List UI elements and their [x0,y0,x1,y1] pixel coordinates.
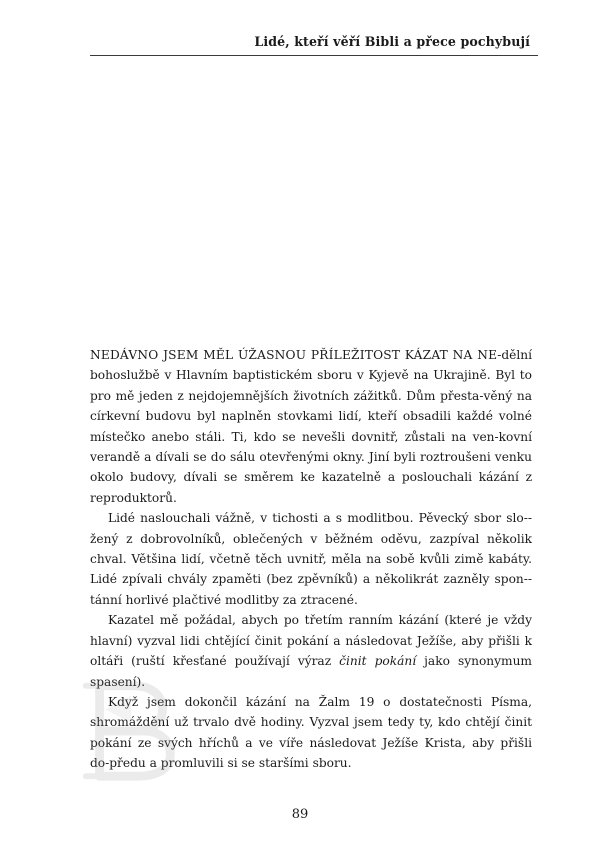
publisher-logo-b-watermark-icon [72,672,190,790]
page-number: 89 [291,807,309,822]
paragraph-1 [90,345,532,508]
paragraph-3-text-after: jako synonymum spasení). [90,654,532,689]
paragraph-2: Lidé naslouchali vážně, v tichosti a s modlitbou. Pěvecký sbor slo-žený z dobrovolníků, oblečených v běžném oděvu, zazpíval několik chval. Většina lidí, včetně těch uvnitř, měla na sobě kvůli zimě kabáty. Lidé zpívali chvály zpaměti (bez zpěvníků) a několikrát zazněly spon-tánní horlivé plačtivé modlitby za ztracené. [90,511,532,607]
paragraph-3-italic-term: činit pokání [339,654,417,669]
header-rule [90,55,538,56]
running-header-title: Lidé, kteří věří Bibli a přece pochybují [254,34,530,49]
paragraph-3-text-before: Kazatel mě požádal, abych po třetím ranním kázání (které je vždy hlavní) vyzval lidi chtějící činit pokání a následovat Ježíše, aby přišli k oltáři (ruští křesťané používají výraz [90,613,532,669]
paragraph-4: Když jsem dokončil kázání na Žalm 19 o dostatečnosti Písma, shromáždění už trvalo dvě hodiny. Vyzval jsem tedy ty, kdo chtějí činit pokání ze svých hříchů a ve víře následovat Ježíše Krista, aby přišli do-předu a promluvili si se staršími sboru. [90,694,532,771]
paragraph-1-text: -dělní bohoslužbě v Hlavním baptistickém sboru v Kyjevě na Ukrajině. Byl to pro mě jeden z nejdojemnějších životních zážitků. Dům přesta-věný na církevní budovu byl naplněn stovkami lidí, kteří obsadili každé volné místečko anebo stáli. Ti, kdo se nevešli dovnitř, zůstali na ven-kovní verandě a dívali se do sálu otevřenými okny. Jiní byli roztroušeni venku okolo budovy, dívali se směrem ke kazatelně a poslouchali kázání z reproduktorů. [90,348,532,505]
paragraph-1-small-caps-lead: NEDÁVNO JSEM MĚL ÚŽASNOU PŘÍLEŽITOST KÁZAT NA NE [90,348,498,362]
